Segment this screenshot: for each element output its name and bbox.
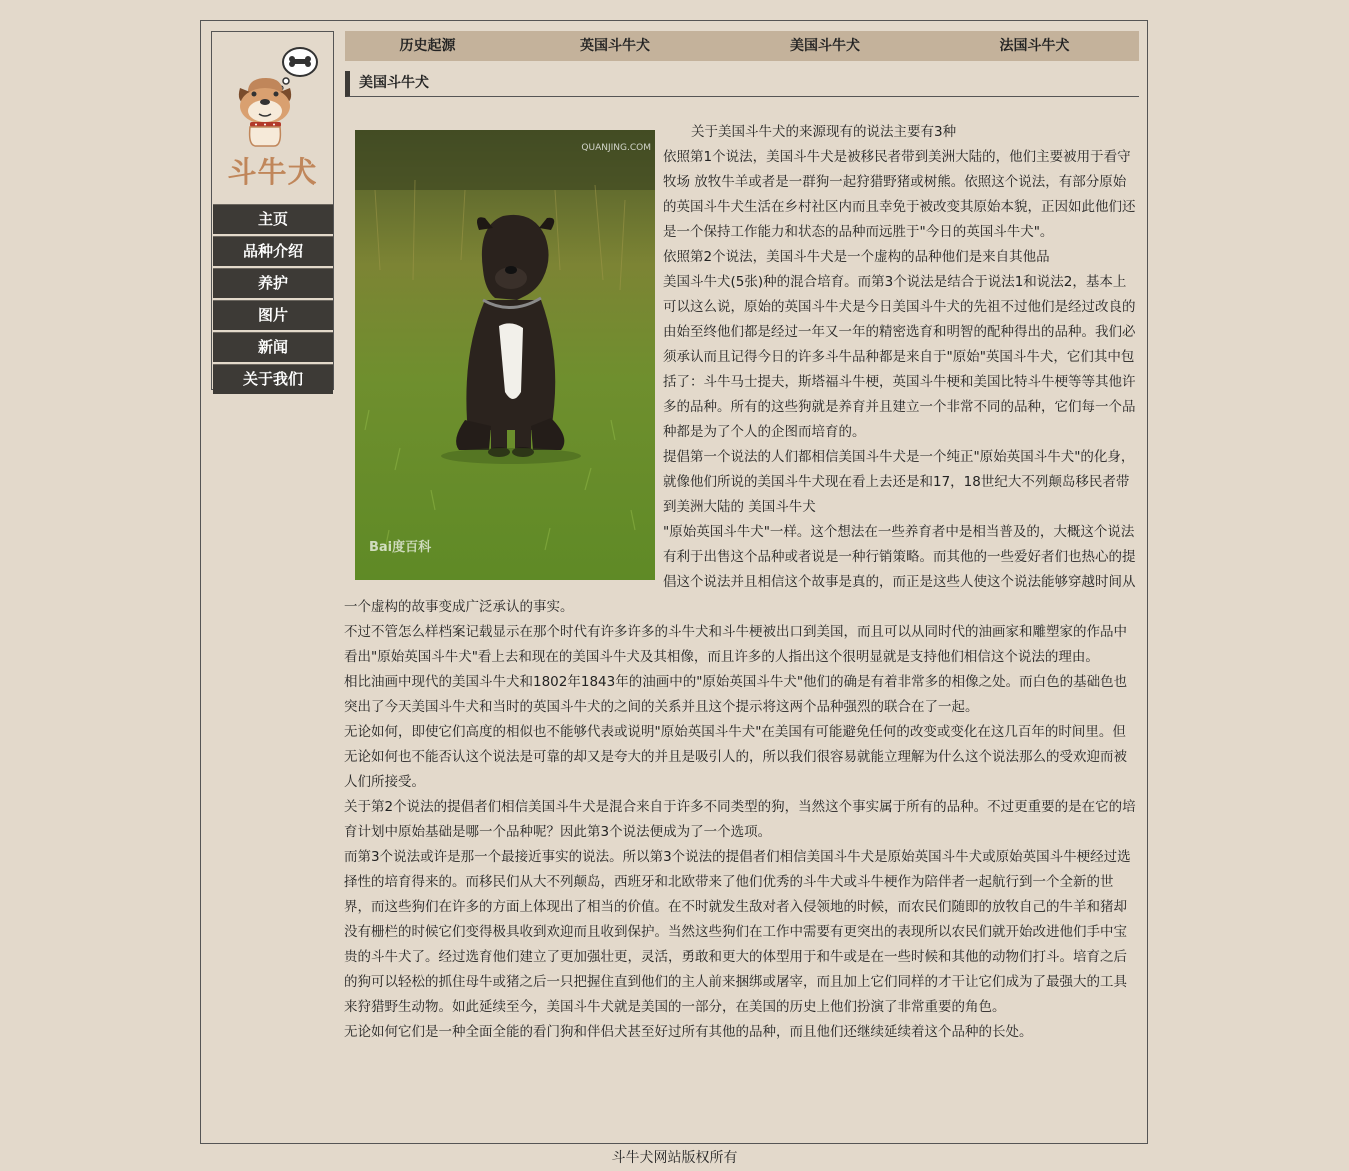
paragraph: 依照第1个说法，美国斗牛犬是被移民者带到美洲大陆的，他们主要被用于看守牧场 放牧牛羊或者是一群狗一起狩猎野猪或树熊。依照这个说法，有部分原始的英国斗牛犬生活在乡村社区内而且幸免于被改变其原始本貌，正因如此他们还是一个保持工作能力和状态的品种而远胜于"今日的英国斗牛犬"。	[663, 149, 1136, 240]
photo-watermark-bottom: Bai度百科	[369, 540, 432, 555]
sidebar-item-care[interactable]: 养护	[213, 268, 333, 298]
paragraph: 关于美国斗牛犬的来源现有的说法主要有3种	[691, 124, 957, 140]
sidebar-nav	[213, 204, 333, 396]
tab-french-bulldog[interactable]: 法国斗牛犬	[999, 38, 1070, 54]
paragraph: 依照第2个说法，美国斗牛犬是一个虚构的品种他们是来自其他品	[663, 249, 1050, 265]
sidebar-item-home[interactable]: 主页	[213, 204, 333, 234]
article-content	[344, 120, 1137, 1045]
sidebar	[211, 31, 334, 390]
sidebar-item-breeds[interactable]: 品种介绍	[213, 236, 333, 266]
paragraph: 无论如何，即使它们高度的相似也不能够代表或说明"原始英国斗牛犬"在美国有可能避免任何的改变或变化在这几百年的时间里。但无论如何也不能否认这个说法是可靠的却又是夸大的并且是吸引人的，所以我们很容易就能立理解为什么这个说法那么的受欢迎而被人们所接受。	[344, 724, 1127, 790]
sidebar-item-about[interactable]: 关于我们	[213, 364, 333, 394]
paragraph: 关于第2个说法的提倡者们相信美国斗牛犬是混合来自于许多不同类型的狗，当然这个事实属于所有的品种。不过更重要的是在它的培育计划中原始基础是哪一个品种呢？因此第3个说法便成为了一个选项。	[344, 799, 1136, 840]
paragraph: 无论如何它们是一种全面全能的看门狗和伴侣犬甚至好过所有其他的品种，而且他们还继续延续着这个品种的长处。	[344, 1024, 1033, 1040]
paragraph: 而第3个说法或许是那一个最接近事实的说法。所以第3个说法的提倡者们相信美国斗牛犬是原始英国斗牛犬或原始英国斗牛梗经过选择性的培育得来的。而移民们从大不列颠岛，西班牙和北欧带来了他们优秀的斗牛犬或斗牛梗作为陪伴者一起航行到一个全新的世界，而这些狗们在许多的方面上体现出了相当的价值。在不时就发生敌对者入侵领地的时候，而农民们随即的放牧自己的牛羊和猪却没有栅栏的时候它们变得极具收到欢迎而且收到保护。当然这些狗们在工作中需要有更突出的表现所以农民们就开始改进他们手中宝贵的斗牛犬了。经过选育他们建立了更加强壮更，灵活，勇敢和更大的体型用于和牛或是在一些时候和其他的动物们打斗。培育之后的狗可以轻松的抓住母牛或猪之后一只把握住直到他们的主人前来捆绑或屠宰，而且加上它们同样的才干让它们成为了最强大的工具来狩猎野生动物。如此延续至今，美国斗牛犬就是美国的一部分，在美国的历史上他们扮演了非常重要的角色。	[344, 849, 1131, 1015]
paragraph: 提倡第一个说法的人们都相信美国斗牛犬是一个纯正"原始英国斗牛犬"的化身，就像他们所说的美国斗牛犬现在看上去还是和17，18世纪大不列颠岛移民者带到美洲大陆的 美国斗牛犬	[663, 449, 1135, 515]
tab-american-bulldog[interactable]: 美国斗牛犬	[790, 38, 860, 54]
paragraph: 美国斗牛犬(5张)种的混合培育。而第3个说法是结合于说法1和说法2，基本上可以这么说，原始的英国斗牛犬是今日美国斗牛犬的先祖不过他们是经过改良的由始至终他们都是经过一年又一年的精密选育和明智的配种得出的品种。我们必须承认而且记得今日的许多斗牛品种都是来自于"原始"英国斗牛犬，它们其中包括了：斗牛马士提夫，斯塔福斗牛梗，英国斗牛梗和美国比特斗牛梗等等其他许多的品种。所有的这些狗就是养育并且建立一个非常不同的品种，它们每一个品种都是为了个人的企图而培育的。	[663, 274, 1136, 440]
logo-title: 斗牛犬	[227, 155, 318, 189]
sidebar-item-news[interactable]: 新闻	[213, 332, 333, 362]
paragraph: "原始英国斗牛犬"一样。这个想法在一些养育者中是相当普及的，大概这个说法有利于出售这个品种或者说是一种行销策略。而其他的一些爱好者们也热心的提倡这个说法并且相信这个故事是真的，而正是这些人使这个说法能够穿越时间从一个虚构的故事变成广泛承认的事实。	[344, 524, 1136, 615]
footer-copyright: 斗牛犬网站版权所有	[611, 1150, 738, 1166]
dog-photo	[355, 130, 655, 580]
tab-history[interactable]: 历史起源	[399, 38, 456, 54]
section-heading: 美国斗牛犬	[345, 71, 1139, 97]
photo-watermark-top: QUANJING.COM	[581, 143, 651, 153]
sidebar-item-pictures[interactable]: 图片	[213, 300, 333, 330]
paragraph: 不过不管怎么样档案记载显示在那个时代有许多许多的斗牛犬和斗牛梗被出口到美国，而且可以从同时代的油画家和雕塑家的作品中看出"原始英国斗牛犬"看上去和现在的美国斗牛犬及其相像，而且许多的人指出这个很明显就是支持他们相信这个说法的理由。	[344, 624, 1127, 665]
logo[interactable]	[212, 32, 333, 204]
paragraph: 相比油画中现代的美国斗牛犬和1802年1843年的油画中的"原始英国斗牛犬"他们的确是有着非常多的相像之处。而白色的基础色也突出了今天美国斗牛犬和当时的英国斗牛犬的之间的关系并且这个提示将这两个品种强烈的联合在了一起。	[344, 674, 1128, 715]
tab-english-bulldog[interactable]: 英国斗牛犬	[580, 38, 650, 54]
cartoon-bulldog-icon	[226, 44, 321, 149]
top-nav	[345, 31, 1139, 61]
